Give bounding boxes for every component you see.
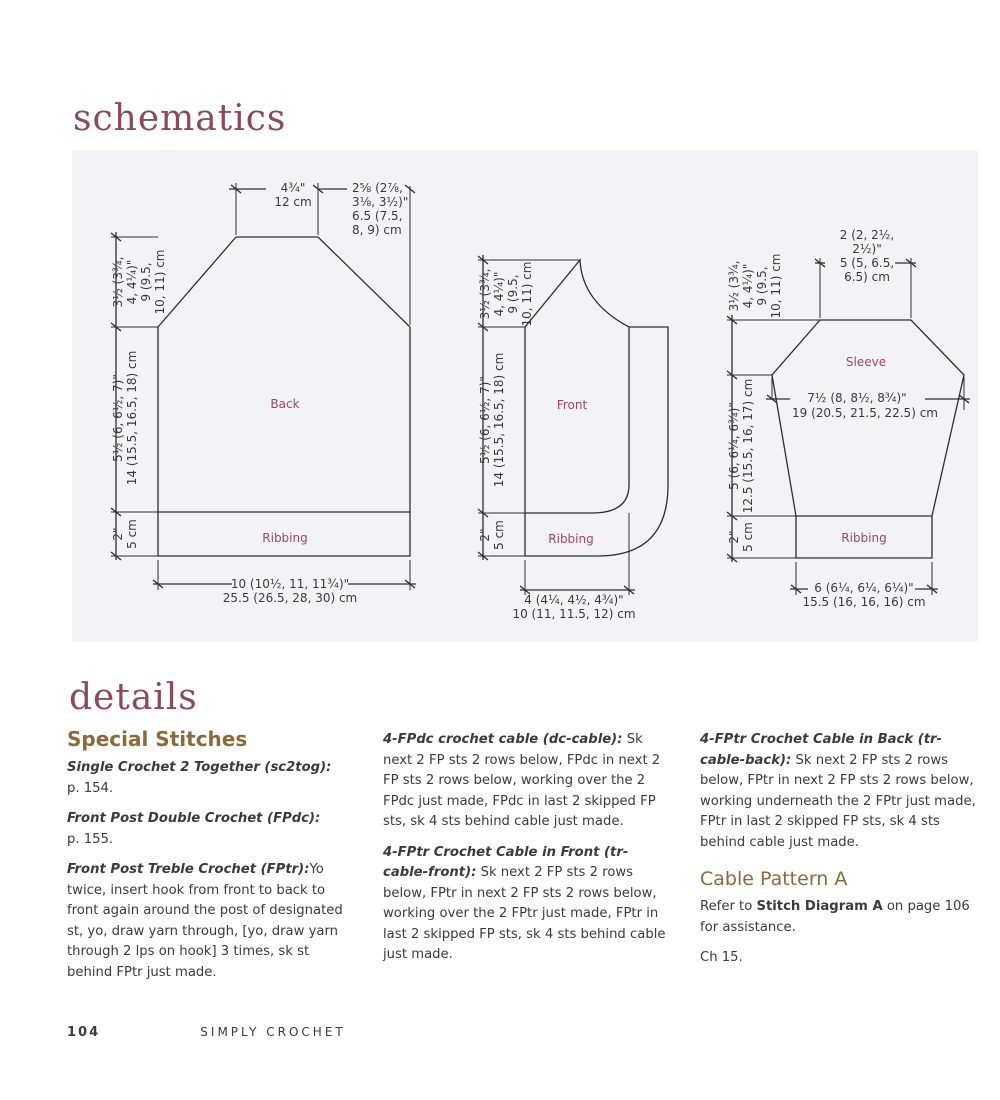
front-rib-l1: 2" <box>478 528 492 542</box>
sleeve-upper-l1: 7½ (8, 8½, 8¾)" <box>807 391 907 405</box>
front-body-l1: 5½ (6, 6½, 7)" <box>478 376 492 464</box>
page-number: 104 <box>67 1025 101 1040</box>
sleeve-top-l2: 2½)" <box>852 242 882 256</box>
sleeve-cuff-l2: 15.5 (16, 16, 16) cm <box>802 595 926 609</box>
stitch-item: Front Post Double Crochet (FPdc): p. 155. <box>67 811 321 847</box>
front-armhole-l3: 9 (9.5, <box>506 274 520 314</box>
back-armhole-l3: 9 (9.5, <box>139 262 153 302</box>
stitch-item: Single Crochet 2 Together (sc2tog): p. 154. <box>67 760 332 796</box>
stitch-item: 4-FPtr Crochet Cable in Front (tr-cable-front): Sk next 2 FP sts 2 rows below, FPtr in next 2 FP sts 2 rows below, working over the 2 FPtr just made, FPtr in last 2 skipped FP sts, sk 4 sts behind cable just made. <box>383 844 666 962</box>
stitch-item: 4-FPtr Crochet Cable in Back (tr-cable-back): Sk next 2 FP sts 2 rows below, FPtr in next 2 FP sts 2 rows below, working underneath the 2 FPtr just made, FPtr in last 2 skipped FP sts, sk 4 sts behind cable just made. <box>700 732 976 850</box>
front-rib-l2: 5 cm <box>492 520 506 550</box>
schematics-panel <box>72 150 978 642</box>
sleeve-length-l1: 5 (6, 6¼, 6¾)" <box>727 402 741 490</box>
details-column-3 <box>700 730 980 979</box>
back-rib-l1: 2" <box>111 527 125 541</box>
back-ribbing-label: Ribbing <box>262 531 308 545</box>
back-armhole-l4: 10, 11) cm <box>153 249 167 315</box>
stitch-item: Front Post Treble Crochet (FPtr):Yo twice, insert hook from front to back to front again around the post of designated st, yo, draw yarn through, [yo, draw yarn through 2 lps on hook] 3 times, sk st behind FPtr just made. <box>67 862 343 980</box>
back-shoulder-l4: 8, 9) cm <box>352 223 402 237</box>
sleeve-cap-l2: 4, 4¼)" <box>741 263 755 309</box>
sleeve-rib-l2: 5 cm <box>741 522 755 552</box>
back-armhole-l1: 3½ (3¾, <box>111 256 125 308</box>
sleeve-ribbing-label: Ribbing <box>841 531 887 545</box>
schematics-diagram <box>72 150 978 642</box>
back-shoulder-l3: 6.5 (7.5, <box>352 209 403 223</box>
front-ribbing-label: Ribbing <box>548 532 594 546</box>
back-body-l2: 14 (15.5, 16.5, 18) cm <box>125 350 139 486</box>
details-column-1 <box>67 726 352 993</box>
sleeve-cap-l1: 3½ (3¾, <box>727 260 741 312</box>
stitch-diagram-reference: Stitch Diagram A <box>756 899 883 914</box>
front-width-l2: 10 (11, 11.5, 12) cm <box>512 607 636 621</box>
back-armhole-l2: 4, 4¼)" <box>125 259 139 305</box>
back-rib-l2: 5 cm <box>125 519 139 549</box>
cable-pattern-heading: Cable Pattern A <box>700 868 848 890</box>
back-body-l1: 5½ (6, 6½, 7)" <box>111 374 125 462</box>
sleeve-top-l4: 6.5) cm <box>844 270 890 284</box>
front-width-l1: 4 (4¼, 4½, 4¾)" <box>524 593 624 607</box>
sleeve-cap-l4: 10, 11) cm <box>769 253 783 319</box>
details-title: details <box>69 677 198 718</box>
front-armhole-l2: 4, 4¼)" <box>492 271 506 317</box>
sleeve-length-l2: 12.5 (15.5, 16, 17) cm <box>741 378 755 514</box>
front-armhole-l1: 3½ (3¾, <box>478 268 492 320</box>
front-label: Front <box>556 398 588 412</box>
back-width-l2: 25.5 (26.5, 28, 30) cm <box>222 591 358 605</box>
sleeve-cuff-l1: 6 (6¼, 6¼, 6¼)" <box>814 581 914 595</box>
book-title: SIMPLY CROCHET <box>200 1025 346 1039</box>
sleeve-top-l1: 2 (2, 2½, <box>839 228 895 242</box>
sleeve-top-l3: 5 (5, 6.5, <box>839 256 895 270</box>
sleeve-cap-l3: 9 (9.5, <box>755 266 769 306</box>
special-stitches-heading: Special Stitches <box>67 727 248 751</box>
front-body-l2: 14 (15.5, 16.5, 18) cm <box>492 352 506 488</box>
back-width-l1: 10 (10½, 11, 11¾)" <box>230 577 350 591</box>
sleeve-rib-l1: 2" <box>727 530 741 544</box>
front-armhole-l4: 10, 11) cm <box>520 261 534 327</box>
details-column-2 <box>383 730 673 976</box>
front-piece <box>525 260 668 556</box>
cable-pattern-refer: Refer to Stitch Diagram A on page 106 for assistance. <box>700 899 970 935</box>
schematics-title: schematics <box>73 98 287 139</box>
back-label: Back <box>270 397 300 411</box>
back-neck-l2: 12 cm <box>274 195 312 209</box>
sleeve-upper-l2: 19 (20.5, 21.5, 22.5) cm <box>792 406 938 420</box>
back-shoulder-l2: 3⅛, 3½)" <box>352 195 409 209</box>
back-neck-l1: 4¾" <box>280 181 306 195</box>
page-footer <box>67 1025 346 1040</box>
sleeve-label: Sleeve <box>845 355 887 369</box>
cable-pattern-ch: Ch 15. <box>700 950 743 965</box>
back-shoulder-l1: 2⅝ (2⅞, <box>352 181 403 195</box>
stitch-item: 4-FPdc crochet cable (dc-cable): Sk next 2 FP sts 2 rows below, FPdc in next 2 FP sts 2 rows below, working over the 2 FPdc just made, FPdc in last 2 skipped FP sts, sk 4 sts behind cable just made. <box>383 732 661 829</box>
